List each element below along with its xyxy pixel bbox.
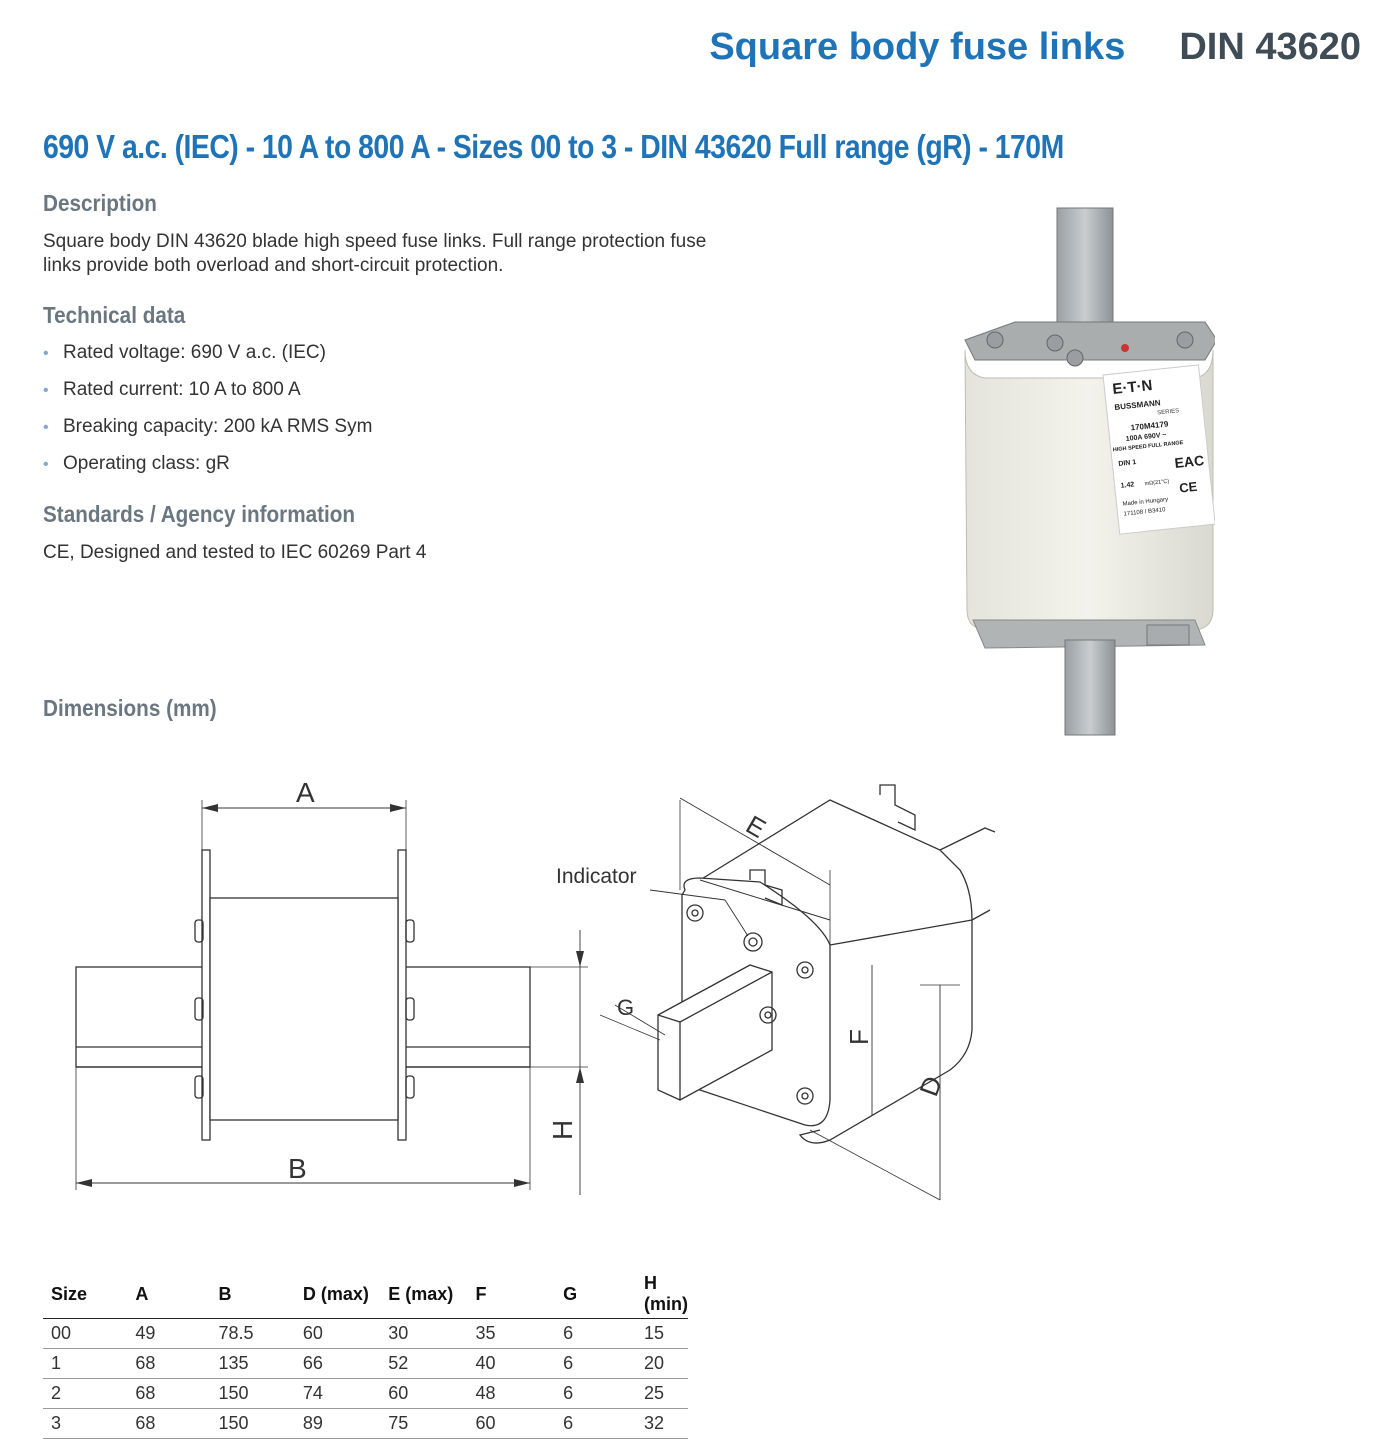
label-rating: 100A 690V ~ bbox=[1125, 431, 1167, 443]
list-item bbox=[43, 340, 372, 377]
fuse-photo bbox=[955, 200, 1215, 740]
table-cell: 60 bbox=[380, 1379, 467, 1409]
label-range: HIGH SPEED FULL RANGE bbox=[1112, 439, 1184, 454]
table-cell: 150 bbox=[211, 1409, 295, 1439]
page-header bbox=[709, 26, 1361, 69]
table-cell: 32 bbox=[636, 1409, 688, 1439]
description-heading: Description bbox=[43, 190, 157, 216]
list-item-text: Operating class: gR bbox=[63, 453, 230, 474]
column-header: F bbox=[467, 1270, 555, 1319]
table-cell: 6 bbox=[555, 1379, 636, 1409]
dimensions-table bbox=[43, 1270, 688, 1439]
label-part: 170M4179 bbox=[1130, 419, 1169, 433]
table-row bbox=[43, 1379, 688, 1409]
column-header: A bbox=[127, 1270, 210, 1319]
list-item-text: Breaking capacity: 200 kA RMS Sym bbox=[63, 416, 373, 437]
label-line1: BUSSMANN bbox=[1113, 398, 1161, 412]
dim-label-g: G bbox=[617, 995, 635, 1020]
column-header: B bbox=[211, 1270, 295, 1319]
bullet-icon: • bbox=[43, 456, 49, 473]
dim-label-b: B bbox=[288, 1153, 307, 1184]
list-item-text: Rated current: 10 A to 800 A bbox=[63, 379, 301, 400]
column-header: E (max) bbox=[380, 1270, 467, 1319]
table-cell: 68 bbox=[127, 1349, 210, 1379]
indicator-label: Indicator bbox=[556, 865, 637, 888]
product-title: 690 V a.c. (IEC) - 10 A to 800 A - Sizes 00 to 3 - DIN 43620 Full range (gR) - 170M bbox=[43, 128, 1064, 165]
dim-label-d: D bbox=[913, 1072, 949, 1101]
table-cell: 150 bbox=[211, 1379, 295, 1409]
table-cell: 68 bbox=[127, 1409, 210, 1439]
standards-heading: Standards / Agency information bbox=[43, 501, 356, 527]
table-row bbox=[43, 1409, 688, 1439]
description-line-2: links provide both overload and short-circuit protection. bbox=[43, 255, 504, 276]
label-ce: CE bbox=[1178, 478, 1198, 496]
dim-label-a: A bbox=[296, 777, 315, 808]
dim-label-e: E bbox=[741, 809, 772, 844]
table-cell: 75 bbox=[380, 1409, 467, 1439]
table-cell: 6 bbox=[555, 1409, 636, 1439]
table-cell: 00 bbox=[43, 1319, 127, 1349]
description-line-1: Square body DIN 43620 blade high speed fuse links. Full range protection fuse bbox=[43, 231, 707, 252]
table-cell: 30 bbox=[380, 1319, 467, 1349]
table-cell: 3 bbox=[43, 1409, 127, 1439]
column-header: Size bbox=[43, 1270, 127, 1319]
label-batch: 171108 / B3410 bbox=[1123, 507, 1166, 518]
table-cell: 49 bbox=[127, 1319, 210, 1349]
dimension-drawing bbox=[60, 770, 1020, 1210]
table-cell: 20 bbox=[636, 1349, 688, 1379]
column-header: D (max) bbox=[295, 1270, 380, 1319]
list-item bbox=[43, 377, 372, 414]
table-cell: 68 bbox=[127, 1379, 210, 1409]
table-cell: 2 bbox=[43, 1379, 127, 1409]
table-cell: 74 bbox=[295, 1379, 380, 1409]
product-label bbox=[1103, 365, 1215, 534]
table-cell: 15 bbox=[636, 1319, 688, 1349]
label-line2: SERIES bbox=[1157, 408, 1180, 417]
bullet-icon: • bbox=[43, 419, 49, 436]
table-header-row bbox=[43, 1270, 688, 1319]
bullet-icon: • bbox=[43, 345, 49, 362]
table-cell: 25 bbox=[636, 1379, 688, 1409]
table-row bbox=[43, 1319, 688, 1349]
list-item bbox=[43, 451, 372, 488]
label-res: 1.42 bbox=[1120, 481, 1135, 490]
dim-label-f: F bbox=[844, 1029, 874, 1045]
standards-text: CE, Designed and tested to IEC 60269 Part 4 bbox=[43, 542, 427, 563]
list-item-text: Rated voltage: 690 V a.c. (IEC) bbox=[63, 342, 326, 363]
table-cell: 66 bbox=[295, 1349, 380, 1379]
table-cell: 89 bbox=[295, 1409, 380, 1439]
table-cell: 135 bbox=[211, 1349, 295, 1379]
table-cell: 6 bbox=[555, 1319, 636, 1349]
list-item bbox=[43, 414, 372, 451]
table-cell: 52 bbox=[380, 1349, 467, 1379]
table-cell: 48 bbox=[467, 1379, 555, 1409]
label-made: Made in Hungary bbox=[1122, 496, 1169, 508]
table-cell: 60 bbox=[295, 1319, 380, 1349]
table-row bbox=[43, 1349, 688, 1379]
table-cell: 1 bbox=[43, 1349, 127, 1379]
table-cell: 35 bbox=[467, 1319, 555, 1349]
table-cell: 40 bbox=[467, 1349, 555, 1379]
header-code: DIN 43620 bbox=[1179, 26, 1361, 68]
technical-heading: Technical data bbox=[43, 302, 186, 328]
dim-label-h: H bbox=[547, 1119, 578, 1140]
column-header: G bbox=[555, 1270, 636, 1319]
dimensions-heading: Dimensions (mm) bbox=[43, 695, 217, 721]
label-din: DIN 1 bbox=[1118, 459, 1137, 468]
label-brand: E·T·N bbox=[1111, 376, 1154, 399]
table-cell: 78.5 bbox=[211, 1319, 295, 1349]
column-header: H (min) bbox=[636, 1270, 688, 1319]
description-text bbox=[43, 230, 706, 278]
technical-list bbox=[43, 340, 372, 488]
header-title: Square body fuse links bbox=[709, 26, 1126, 68]
table-cell: 60 bbox=[467, 1409, 555, 1439]
table-cell: 6 bbox=[555, 1349, 636, 1379]
label-res-unit: mΩ(21°C) bbox=[1144, 478, 1170, 488]
label-eac: EAC bbox=[1173, 451, 1205, 471]
bullet-icon: • bbox=[43, 382, 49, 399]
